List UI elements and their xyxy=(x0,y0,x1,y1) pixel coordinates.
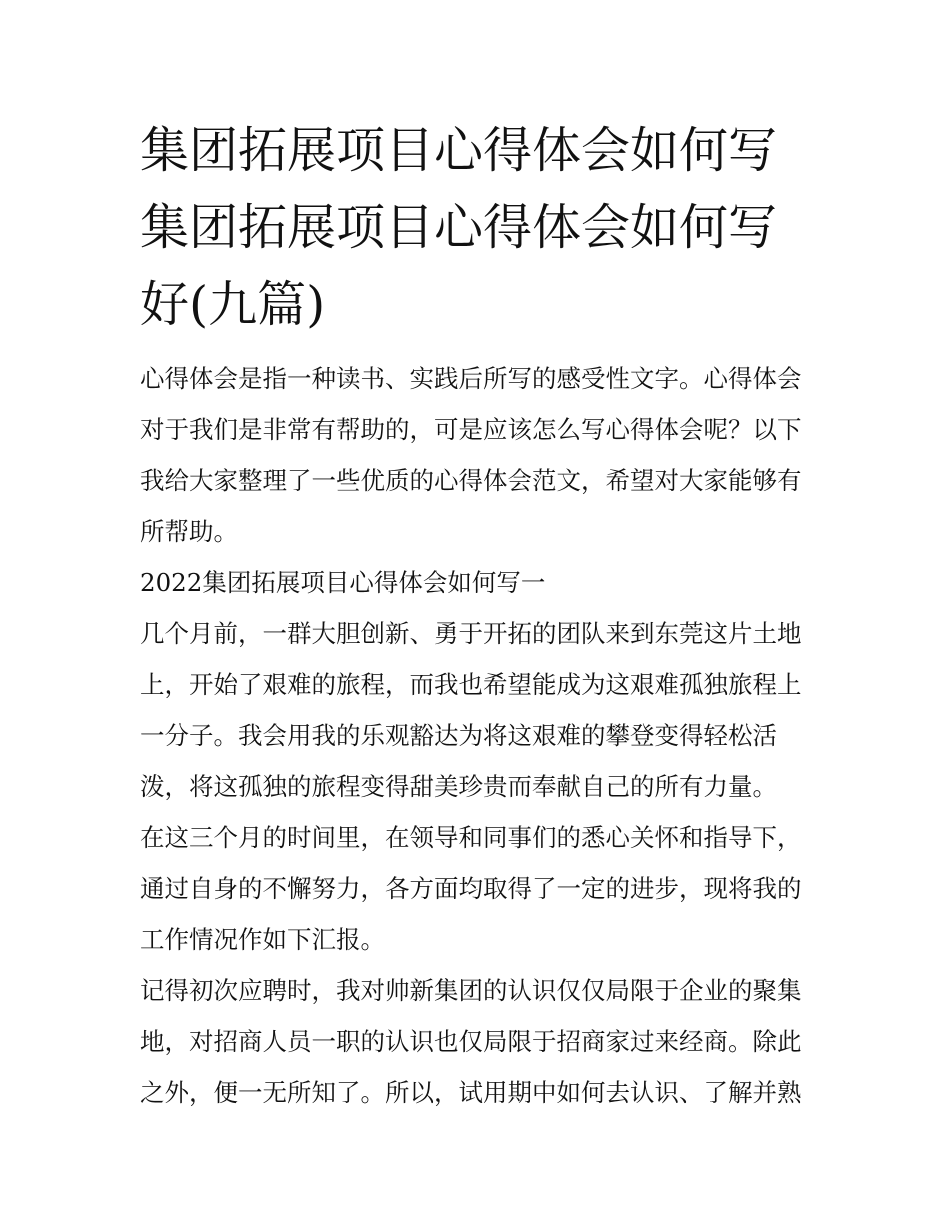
intro-paragraph: 心得体会是指一种读书、实践后所写的感受性文字。心得体会对于我们是非常有帮助的，可是应该怎么写心得体会呢？以下我给大家整理了一些优质的心得体会范文，希望对大家能够有所帮助。 xyxy=(140,364,802,546)
body-paragraph: 几个月前，一群大胆创新、勇于开拓的团队来到东莞这片土地上，开始了艰难的旅程，而我也希望能成为这艰难孤独旅程上一分子。我会用我的乐观豁达为将这艰难的攀登变得轻松活泼，将这孤独的旅程变得甜美珍贵而奉献自己的所有力量。 xyxy=(140,619,802,801)
document-content xyxy=(140,112,815,1118)
section-heading: 2022集团拓展项目心得体会如何写一 xyxy=(140,568,546,597)
body-paragraph: 记得初次应聘时，我对帅新集团的认识仅仅局限于企业的聚集地，对招商人员一职的认识也仅局限于招商家过来经商。除此之外，便一无所知了。所以，试用期中如何去认识、了解并熟 xyxy=(140,976,802,1107)
document-title: 集团拓展项目心得体会如何写集团拓展项目心得体会如何写好(九篇) xyxy=(140,122,778,333)
body-paragraph: 在这三个月的时间里，在领导和同事们的悉心关怀和指导下，通过自身的不懈努力，各方面均取得了一定的进步，现将我的工作情况作如下汇报。 xyxy=(140,823,802,954)
